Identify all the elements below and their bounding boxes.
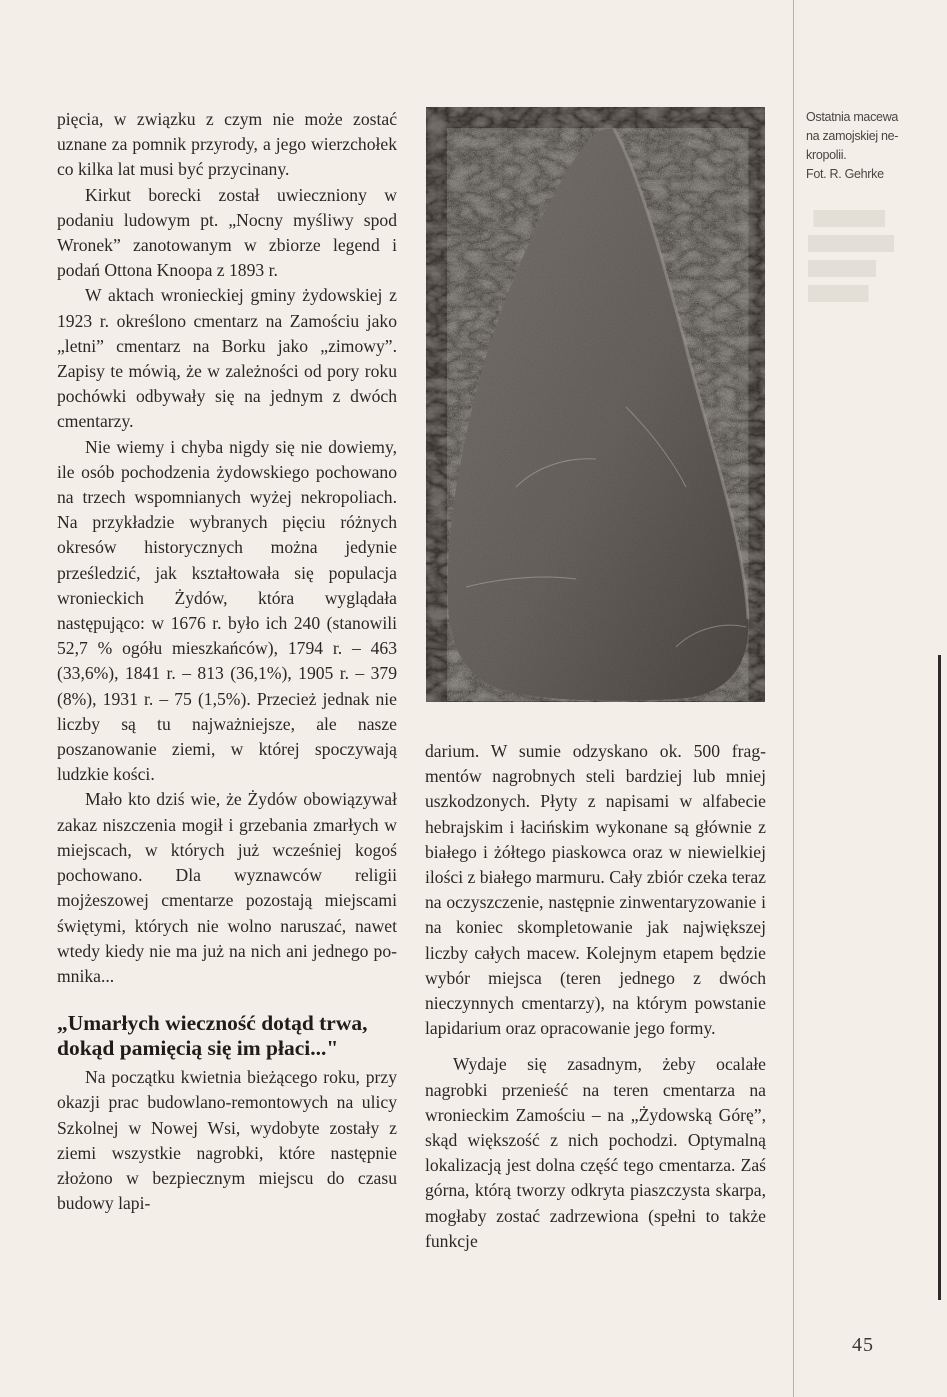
matzevah-image bbox=[426, 107, 765, 702]
right-text-column bbox=[425, 739, 766, 1254]
paragraph: Wydaje się zasadnym, żeby ocalałe nagrobki przenieść na teren cmentarza na wronieckim Zamościu – na „Żydowską Górę”, skąd większość z nich pochodzi. Optymalną lokalizacją jest dolna część tego cmentarza. Zaś górna, którą tworzy odkryta piaszczysta skarpa, mogłaby zostać zadrzewiona (spełni to także funkcje bbox=[425, 1054, 766, 1251]
paragraph: pięcia, w związku z czym nie może zostać uznane za pomnik przyrody, a jego wierzchołek co kilka lat musi być przycinany. bbox=[57, 109, 397, 180]
page-number: 45 bbox=[852, 1334, 874, 1356]
photo-caption bbox=[806, 108, 916, 184]
caption-line: kropolii. bbox=[806, 148, 847, 162]
page-edge-shadow bbox=[938, 655, 941, 1300]
gravestone-photo bbox=[426, 107, 765, 702]
show-through-texture bbox=[808, 210, 918, 310]
caption-line: Ostatnia macewa bbox=[806, 110, 899, 124]
paragraph: Na początku kwietnia bieżącego roku, przy okazji prac budowlano-remontowych na ulicy Szkolnej w Nowej Wsi, wydobyte zostały z ziemi wszystkie nagrobki, które następnie złożono w bezpiecznym miejscu do czasu budowy lapi- bbox=[57, 1067, 397, 1214]
paragraph: W aktach wronieckiej gminy żydowskiej z 1923 r. określono cmentarz na Zamościu jako „letni” cmentarz na Borku jako „zimowy”. Zapisy te mówią, że w zależności od pory roku pochówki odbywały się na jednym z dwóch cmentarzy. bbox=[57, 285, 397, 432]
left-text-column bbox=[57, 107, 397, 1216]
caption-line: na zamojskiej ne- bbox=[806, 129, 899, 143]
paragraph: Nie wiemy i chyba nigdy się nie dowiemy, ile osób pochodzenia żydowskiego pochowano na trzech wspomnianych wyżej nekropoliach. Na przykładzie wybranych pięciu różnych okresów historycznych można jedynie prześledzić, jak kształtowała się populacja wronieckich Żydów, która wyglądała następująco: w 1676 r. było ich 240 (stanowili 52,7 % ogółu mieszkańców), 1794 r. – 463 (33,6%), 1841 r. – 813 (36,1%), 1905 r. – 379 (8%), 1931 r. – 75 (1,5%). Przecież jednak nie liczby są tu najważniejsze, ale nasze poszanowanie ziemi, w której spoczywają ludzkie kości. bbox=[57, 436, 397, 785]
paragraph: Kirkut borecki został uwieczniony w podaniu ludowym pt. „Nocny myśliwy spod Wronek” zanotowanym w zbiorze legend i podań Ottona Knoopa z 1893 r. bbox=[57, 184, 397, 281]
caption-line: Fot. R. Gehrke bbox=[806, 167, 884, 181]
section-heading: „Umarłych wieczność dotąd trwa, dokąd pamięcią się im płaci..." bbox=[57, 1011, 368, 1061]
paragraph: Mało kto dziś wie, że Żydów obowiązywał zakaz niszczenia mogił i grzebania zmarłych w miejscach, w których już wcześniej kogoś pochowano. Dla wyznawców religii mojżeszowej cmentarze pozostają miejscami świętymi, których nie wolno naruszać, nawet wtedy kiedy nie ma już na nich ani jednego pomnika... bbox=[57, 789, 397, 986]
page-fold-line bbox=[793, 0, 794, 1397]
paragraph: darium. W sumie odzyskano ok. 500 fragmentów nagrobnych steli bardziej lub mniej uszkodzonych. Płyty z napisami w alfabecie hebrajskim i łacińskim wykonane są głównie z białego i żółtego piaskowca oraz w niewielkiej ilości z białego marmuru. Cały zbiór czeka teraz na oczyszczenie, następnie zinwentaryzowanie i na koniec skompletowanie jak największej liczby całych macew. Kolejnym etapem będzie wybór miejsca (teren jednego z dwóch nieczynnych cmentarzy), na którym powstanie lapidarium oraz opracowanie jego formy. bbox=[425, 741, 766, 1039]
